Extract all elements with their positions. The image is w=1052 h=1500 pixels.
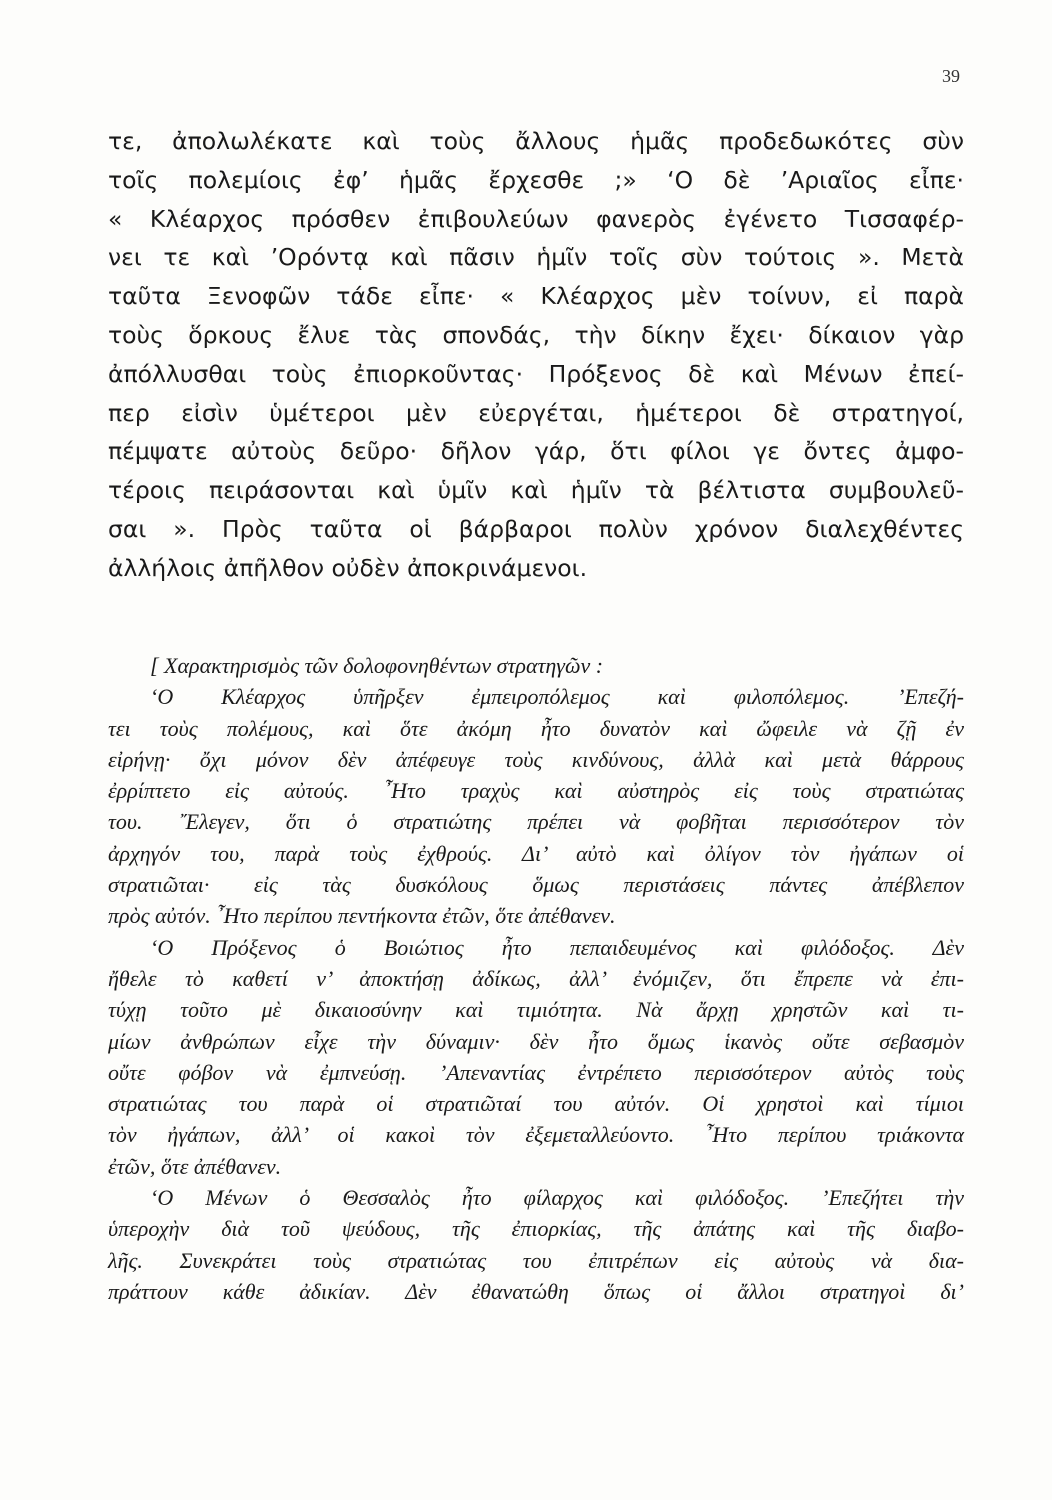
commentary-line: τύχῃ τοῦτο μὲ δικαιοσύνην καὶ τιμιότητα. Νὰ ἄρχῃ χρηστῶν καὶ τι-: [108, 997, 964, 1023]
commentary-line: ἐτῶν, ὅτε ἀπέθανεν.: [108, 1153, 282, 1179]
commentary-line: πρὸς αὐτόν. ῏Ητο περίπου πεντήκοντα ἐτῶν, ὅτε ἀπέθανεν.: [108, 903, 616, 929]
text-line: τέροις πειράσονται καὶ ὑμῖν καὶ ἡμῖν τὰ βέλτιστα συμβουλεῦ-: [108, 476, 964, 505]
text-line: πέμψατε αὐτοὺς δεῦρο· δῆλον γάρ, ὅτι φίλοι γε ὄντες ἀμφο-: [108, 437, 964, 466]
text-line: τοὺς ὅρκους ἔλυε τὰς σπονδάς, τὴν δίκην ἔχει· δίκαιον γὰρ: [108, 320, 964, 349]
page-number: 39: [942, 66, 960, 86]
commentary-line: ὑπεροχὴν διὰ τοῦ ψεύδους, τῆς ἐπιορκίας, τῆς ἀπάτης καὶ τῆς διαβο-: [108, 1216, 964, 1242]
commentary-line: ‘Ο Πρόξενος ὁ Βοιώτιος ἦτο πεπαιδευμένος καὶ φιλόδοξος. Δὲν: [150, 934, 964, 960]
text-line: ἀπόλλυσθαι τοὺς ἐπιορκοῦντας· Πρόξενος δὲ καὶ Μένων ἐπεί-: [108, 359, 964, 388]
commentary-line: ‘Ο Μένων ὁ Θεσσαλὸς ἦτο φίλαρχος καὶ φιλόδοξος. ’Επεζήτει τὴν: [150, 1185, 964, 1211]
commentary-section: [108, 650, 964, 1307]
commentary-line: εἰρήνῃ· ὄχι μόνον δὲν ἀπέφευγε τοὺς κινδύνους, ἀλλὰ καὶ μετὰ θάρρους: [108, 746, 964, 772]
commentary-line: του. ῎Ελεγεν, ὅτι ὁ στρατιώτης πρέπει νὰ φοβῆται περισσότερον τὸν: [108, 809, 964, 835]
text-line: ἀλλήλοις ἀπῆλθον οὐδὲν ἀποκρινάμενοι.: [108, 553, 588, 582]
commentary-paragraph-menon: [108, 1182, 964, 1307]
text-line: περ εἰσὶν ὑμέτεροι μὲν εὐεργέται, ἡμέτεροι δὲ στρατηγοί,: [108, 398, 964, 427]
commentary-line: ἤθελε τὸ καθετί ν’ ἀποκτήσῃ ἀδίκως, ἀλλ’ ἐνόμιζεν, ὅτι ἔπρεπε νὰ ἐπι-: [108, 965, 964, 991]
text-line: νει τε καὶ ’Ορόντᾳ καὶ πᾶσιν ἡμῖν τοῖς σὺν τούτοις ». Μετὰ: [108, 243, 964, 272]
commentary-line: πράττουν κάθε ἀδικίαν. Δὲν ἐθανατώθη ὅπως οἱ ἄλλοι στρατηγοὶ δι’: [108, 1278, 964, 1304]
commentary-line: λῆς. Συνεκράτει τοὺς στρατιώτας του ἐπιτρέπων εἰς αὐτοὺς νὰ δια-: [108, 1247, 964, 1273]
main-greek-text: [108, 122, 964, 588]
commentary-line: τὸν ἠγάπων, ἀλλ’ οἱ κακοὶ τὸν ἐξεμεταλλεύοντο. ῏Ητο περίπου τριάκοντα: [108, 1122, 964, 1148]
text-line: ταῦτα Ξενοφῶν τάδε εἶπε· « Κλέαρχος μὲν τοίνυν, εἰ παρὰ: [108, 282, 964, 311]
commentary-paragraph-proxenos: [108, 932, 964, 1182]
commentary-line: οὔτε φόβον νὰ ἐμπνεύσῃ. ’Απεναντίας ἐντρέπετο περισσότερον αὐτὸς τοὺς: [108, 1059, 964, 1085]
text-line: τε, ἀπολωλέκατε καὶ τοὺς ἄλλους ἡμᾶς προδεδωκότες σὺν: [108, 127, 964, 155]
commentary-line: ἐρρίπτετο εἰς αὐτούς. ῏Ητο τραχὺς καὶ αὐστηρὸς εἰς τοὺς στρατιώτας: [108, 778, 964, 804]
commentary-paragraph-klearchos: [108, 681, 964, 931]
commentary-line: τει τοὺς πολέμους, καὶ ὅτε ἀκόμη ἦτο δυνατὸν καὶ ὤφειλε νὰ ζῇ ἐν: [108, 715, 964, 741]
commentary-line: στρατιώτας του παρὰ οἱ στρατιῶταί του αὐτόν. Οἱ χρηστοὶ καὶ τίμιοι: [108, 1091, 964, 1117]
commentary-line: μίων ἀνθρώπων εἶχε τὴν δύναμιν· δὲν ἦτο ὅμως ἱκανὸς οὔτε σεβασμὸν: [108, 1028, 964, 1054]
text-line: τοῖς πολεμίοις ἐφ’ ἡμᾶς ἔρχεσθε ;» ‘Ο δὲ ’Αριαῖος εἶπε·: [108, 165, 964, 194]
text-line: « Κλέαρχος πρόσθεν ἐπιβουλεύων φανερὸς ἐγένετο Τισσαφέρ-: [108, 204, 964, 233]
commentary-heading: [ Χαρακτηρισμὸς τῶν δολοφονηθέντων στρατηγῶν :: [150, 653, 604, 678]
text-line: σαι ». Πρὸς ταῦτα οἱ βάρβαροι πολὺν χρόνον διαλεχθέντες: [108, 514, 964, 543]
commentary-line: στρατιῶται· εἰς τὰς δυσκόλους ὅμως περιστάσεις πάντες ἀπέβλεπον: [108, 872, 964, 898]
commentary-line: ‘Ο Κλέαρχος ὑπῆρξεν ἐμπειροπόλεμος καὶ φιλοπόλεμος. ’Επεζή-: [150, 684, 964, 710]
commentary-line: ἀρχηγόν του, παρὰ τοὺς ἐχθρούς. Δι’ αὐτὸ καὶ ὀλίγον τὸν ἠγάπων οἱ: [108, 840, 964, 866]
